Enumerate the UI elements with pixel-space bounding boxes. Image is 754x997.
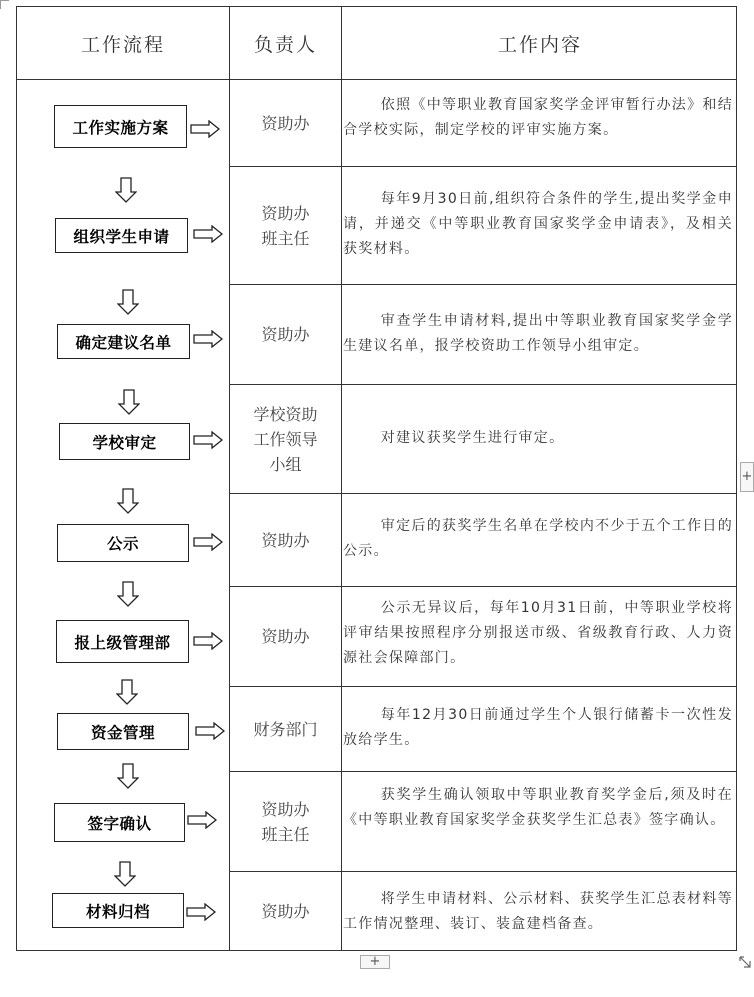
content-cell: 每年9月30日前,组织符合条件的学生,提出奖学金申请，并递交《中等职业教育国家奖学金申请表》，及相关获奖材料。 xyxy=(343,191,733,257)
down-arrow-icon xyxy=(117,581,139,607)
table-select-handle[interactable] xyxy=(0,0,9,9)
down-arrow-icon xyxy=(117,289,139,315)
table-resize-handle-icon[interactable] xyxy=(738,955,752,969)
flow-step-box: 工作实施方案 xyxy=(54,105,187,148)
owner-cell xyxy=(230,80,341,166)
flow-step-box: 组织学生申请 xyxy=(55,218,188,253)
owner-text: 资助办 xyxy=(261,799,310,819)
content-cell: 每年12月30日前通过学生个人银行储蓄卡一次性发放给学生。 xyxy=(343,707,733,748)
column-divider xyxy=(341,7,342,950)
owner-cell xyxy=(230,587,341,686)
down-arrow-icon xyxy=(117,763,139,789)
down-arrow-icon xyxy=(116,679,138,705)
owner-cell xyxy=(230,167,341,284)
owner-cell xyxy=(230,872,341,950)
owner-text: 资助办 xyxy=(261,113,310,133)
right-arrow-icon xyxy=(186,903,216,921)
right-arrow-icon xyxy=(190,120,220,138)
flow-step-box: 资金管理 xyxy=(57,713,189,750)
owner-cell xyxy=(230,285,341,384)
down-arrow-icon xyxy=(114,861,136,887)
header-divider xyxy=(17,79,736,80)
flow-step-box: 签字确认 xyxy=(54,803,185,842)
header-flow: 工作流程 xyxy=(80,33,165,56)
add-row-button[interactable]: + xyxy=(360,955,390,969)
owner-text: 班主任 xyxy=(261,824,310,844)
content-cell: 依照《中等职业教育国家奖学金评审暂行办法》和结合学校实际，制定学校的评审实施方案。 xyxy=(343,97,733,138)
owner-text: 资助办 xyxy=(261,901,310,921)
owner-text: 学校资助 xyxy=(253,404,318,424)
owner-cell xyxy=(230,772,341,871)
workflow-table xyxy=(16,6,737,951)
owner-text: 班主任 xyxy=(261,228,310,248)
right-arrow-icon xyxy=(193,330,223,348)
content-cell: 审查学生申请材料,提出中等职业教育国家奖学金学生建议名单，报学校资助工作领导小组审定。 xyxy=(343,313,733,354)
content-cell: 对建议获奖学生进行审定。 xyxy=(380,430,565,446)
down-arrow-icon xyxy=(117,488,139,514)
owner-cell xyxy=(230,687,341,771)
flow-step-box: 材料归档 xyxy=(52,893,184,928)
right-arrow-icon xyxy=(193,431,223,449)
owner-text: 资助办 xyxy=(261,530,310,550)
flow-step-box: 确定建议名单 xyxy=(57,324,190,359)
right-arrow-icon xyxy=(193,632,223,650)
owner-cell xyxy=(230,494,341,586)
owner-text: 工作领导 xyxy=(253,429,318,449)
owner-text: 财务部门 xyxy=(253,719,318,739)
owner-text: 小组 xyxy=(269,454,302,474)
down-arrow-icon xyxy=(118,389,140,415)
header-owner: 负责人 xyxy=(253,33,317,56)
owner-text: 资助办 xyxy=(261,325,310,344)
flow-step-box: 报上级管理部 xyxy=(56,620,189,663)
content-cell: 获奖学生确认领取中等职业教育奖学金后,须及时在《中等职业教育国家奖学金获奖学生汇总表》签字确认。 xyxy=(343,787,733,828)
content-cell: 将学生申请材料、公示材料、获奖学生汇总表材料等工作情况整理、装订、装盒建档备查。 xyxy=(343,891,733,932)
right-arrow-icon xyxy=(193,533,223,551)
right-arrow-icon xyxy=(187,811,217,829)
flow-step-box: 学校审定 xyxy=(59,423,190,460)
add-column-button[interactable]: + xyxy=(740,462,754,492)
content-cell: 公示无异议后，每年10月31日前，中等职业学校将评审结果按照程序分别报送市级、省级教育行政、人力资源社会保障部门。 xyxy=(343,600,733,666)
flow-step-box: 公示 xyxy=(57,524,189,562)
content-cell: 审定后的获奖学生名单在学校内不少于五个工作日的公示。 xyxy=(343,518,733,559)
down-arrow-icon xyxy=(115,177,137,203)
owner-text: 资助办 xyxy=(261,203,310,223)
owner-cell xyxy=(230,385,341,493)
right-arrow-icon xyxy=(193,225,223,243)
right-arrow-icon xyxy=(195,722,225,740)
owner-text: 资助办 xyxy=(261,627,310,646)
header-content: 工作内容 xyxy=(497,33,582,56)
